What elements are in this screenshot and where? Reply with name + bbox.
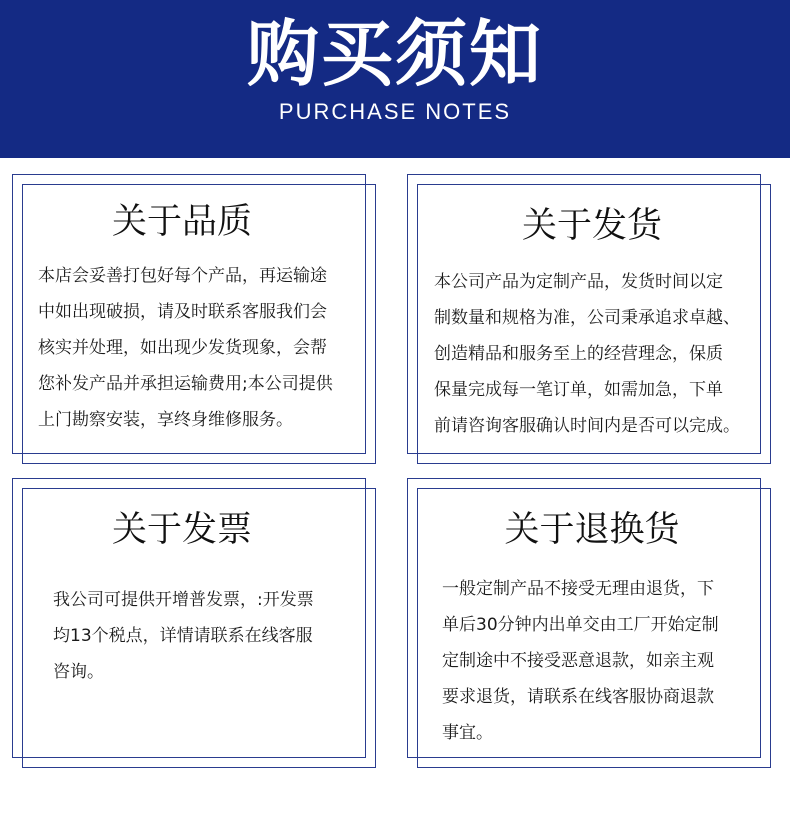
card-text-line: 上门勘察安装，享终身维修服务。 — [38, 410, 293, 430]
shipping-card-title: 关于发货 — [521, 206, 662, 246]
shipping-card-body — [434, 264, 740, 444]
card-text-line: 咨询。 — [53, 662, 104, 682]
card-text-line: 本公司产品为定制产品，发货时间以定 — [434, 272, 723, 292]
quality-card-body — [38, 258, 333, 438]
card-text-line: 均13个税点，详情请联系在线客服 — [53, 626, 313, 646]
returns-card-title: 关于退换货 — [504, 510, 680, 550]
card-text-line: 要求退货，请联系在线客服协商退款 — [442, 687, 714, 707]
card-text-line: 我公司可提供开增普发票，:开发票 — [53, 590, 314, 610]
card-text-line: 前请咨询客服确认时间内是否可以完成。 — [434, 416, 740, 436]
returns-card-body — [442, 571, 719, 751]
card-text-line: 单后30分钟内出单交由工厂开始定制 — [442, 615, 719, 635]
card-text-line: 您补发产品并承担运输费用;本公司提供 — [38, 374, 333, 394]
invoice-card — [12, 478, 376, 768]
invoice-card-title: 关于发票 — [111, 510, 252, 550]
card-text-line: 事宜。 — [442, 723, 493, 743]
card-text-line: 保量完成每一笔订单，如需加急，下单 — [434, 380, 723, 400]
page-title: 购买须知 — [246, 12, 543, 96]
quality-card-title: 关于品质 — [111, 202, 252, 242]
card-text-line: 本店会妥善打包好每个产品，再运输途 — [38, 266, 327, 286]
card-text-line: 创造精品和服务至上的经营理念，保质 — [434, 344, 723, 364]
invoice-card-body — [53, 582, 314, 690]
page-subtitle: PURCHASE NOTES — [278, 99, 512, 124]
header-banner — [0, 0, 790, 158]
card-text-line: 一般定制产品不接受无理由退货，下 — [442, 579, 714, 599]
card-text-line: 中如出现破损，请及时联系客服我们会 — [38, 302, 327, 322]
quality-card — [12, 174, 376, 464]
shipping-card — [407, 174, 771, 464]
returns-card — [407, 478, 771, 768]
card-text-line: 定制途中不接受恶意退款，如亲主观 — [442, 651, 714, 671]
card-text-line: 核实并处理，如出现少发货现象，会帮 — [38, 338, 327, 358]
card-text-line: 制数量和规格为准，公司秉承追求卓越、 — [434, 308, 740, 328]
